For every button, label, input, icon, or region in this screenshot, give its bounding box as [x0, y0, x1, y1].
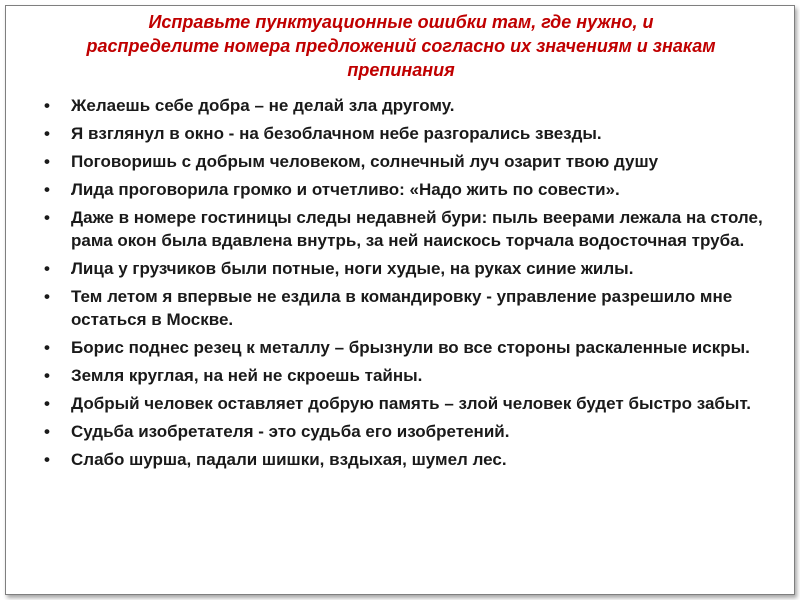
- bullet-icon: •: [44, 96, 50, 115]
- sentence-item: [44, 336, 784, 359]
- sentence-text: Поговоришь с добрым человеком, солнечный луч озарит твою душу: [71, 152, 659, 171]
- sentence-text: Даже в номере гостиницы следы недавней бури: пыль веерами лежала на столе, рама окон была вдавлена внутрь, за ней наискось торчала водосточная труба.: [71, 208, 763, 250]
- bullet-icon: •: [44, 338, 50, 357]
- bullet-icon: •: [44, 152, 50, 171]
- bullet-icon: •: [44, 422, 50, 441]
- sentence-text: Борис поднес резец к металлу – брызнули во все стороны раскаленные искры.: [71, 338, 750, 357]
- sentence-list: [44, 94, 784, 476]
- sentence-text: Слабо шурша, падали шишки, вздыхая, шумел лес.: [71, 450, 507, 469]
- bullet-icon: •: [44, 287, 50, 306]
- bullet-icon: •: [44, 366, 50, 385]
- bullet-icon: •: [44, 259, 50, 278]
- slide: [5, 5, 795, 595]
- title-line-1: Исправьте пунктуационные ошибки там, где нужно, и: [148, 12, 654, 32]
- sentence-text: Добрый человек оставляет добрую память – злой человек будет быстро забыт.: [71, 394, 751, 413]
- sentence-item: [44, 285, 784, 331]
- bullet-icon: •: [44, 124, 50, 143]
- sentence-text: Тем летом я впервые не ездила в командировку - управление разрешило мне остаться в Москве.: [71, 287, 733, 329]
- bullet-icon: •: [44, 180, 50, 199]
- sentence-item: [44, 420, 784, 443]
- sentence-item: [44, 94, 784, 117]
- sentence-item: [44, 448, 784, 471]
- sentence-text: Судьба изобретателя - это судьба его изобретений.: [71, 422, 510, 441]
- sentence-text: Земля круглая, на ней не скроешь тайны.: [71, 366, 423, 385]
- bullet-icon: •: [44, 450, 50, 469]
- sentence-item: [44, 364, 784, 387]
- sentence-text: Лида проговорила громко и отчетливо: «Надо жить по совести».: [71, 180, 620, 199]
- sentence-text: Желаешь себе добра – не делай зла другому.: [71, 96, 455, 115]
- sentence-item: [44, 257, 784, 280]
- bullet-icon: •: [44, 394, 50, 413]
- slide-title: [6, 10, 796, 82]
- bullet-icon: •: [44, 208, 50, 227]
- sentence-text: Лица у грузчиков были потные, ноги худые, на руках синие жилы.: [71, 259, 634, 278]
- sentence-item: [44, 178, 784, 201]
- title-line-2: распределите номера предложений согласно их значениям и знакам: [86, 36, 716, 56]
- sentence-item: [44, 206, 784, 252]
- sentence-item: [44, 392, 784, 415]
- title-line-3: препинания: [347, 60, 455, 80]
- sentence-item: [44, 122, 784, 145]
- sentence-item: [44, 150, 784, 173]
- sentence-text: Я взглянул в окно - на безоблачном небе разгорались звезды.: [71, 124, 602, 143]
